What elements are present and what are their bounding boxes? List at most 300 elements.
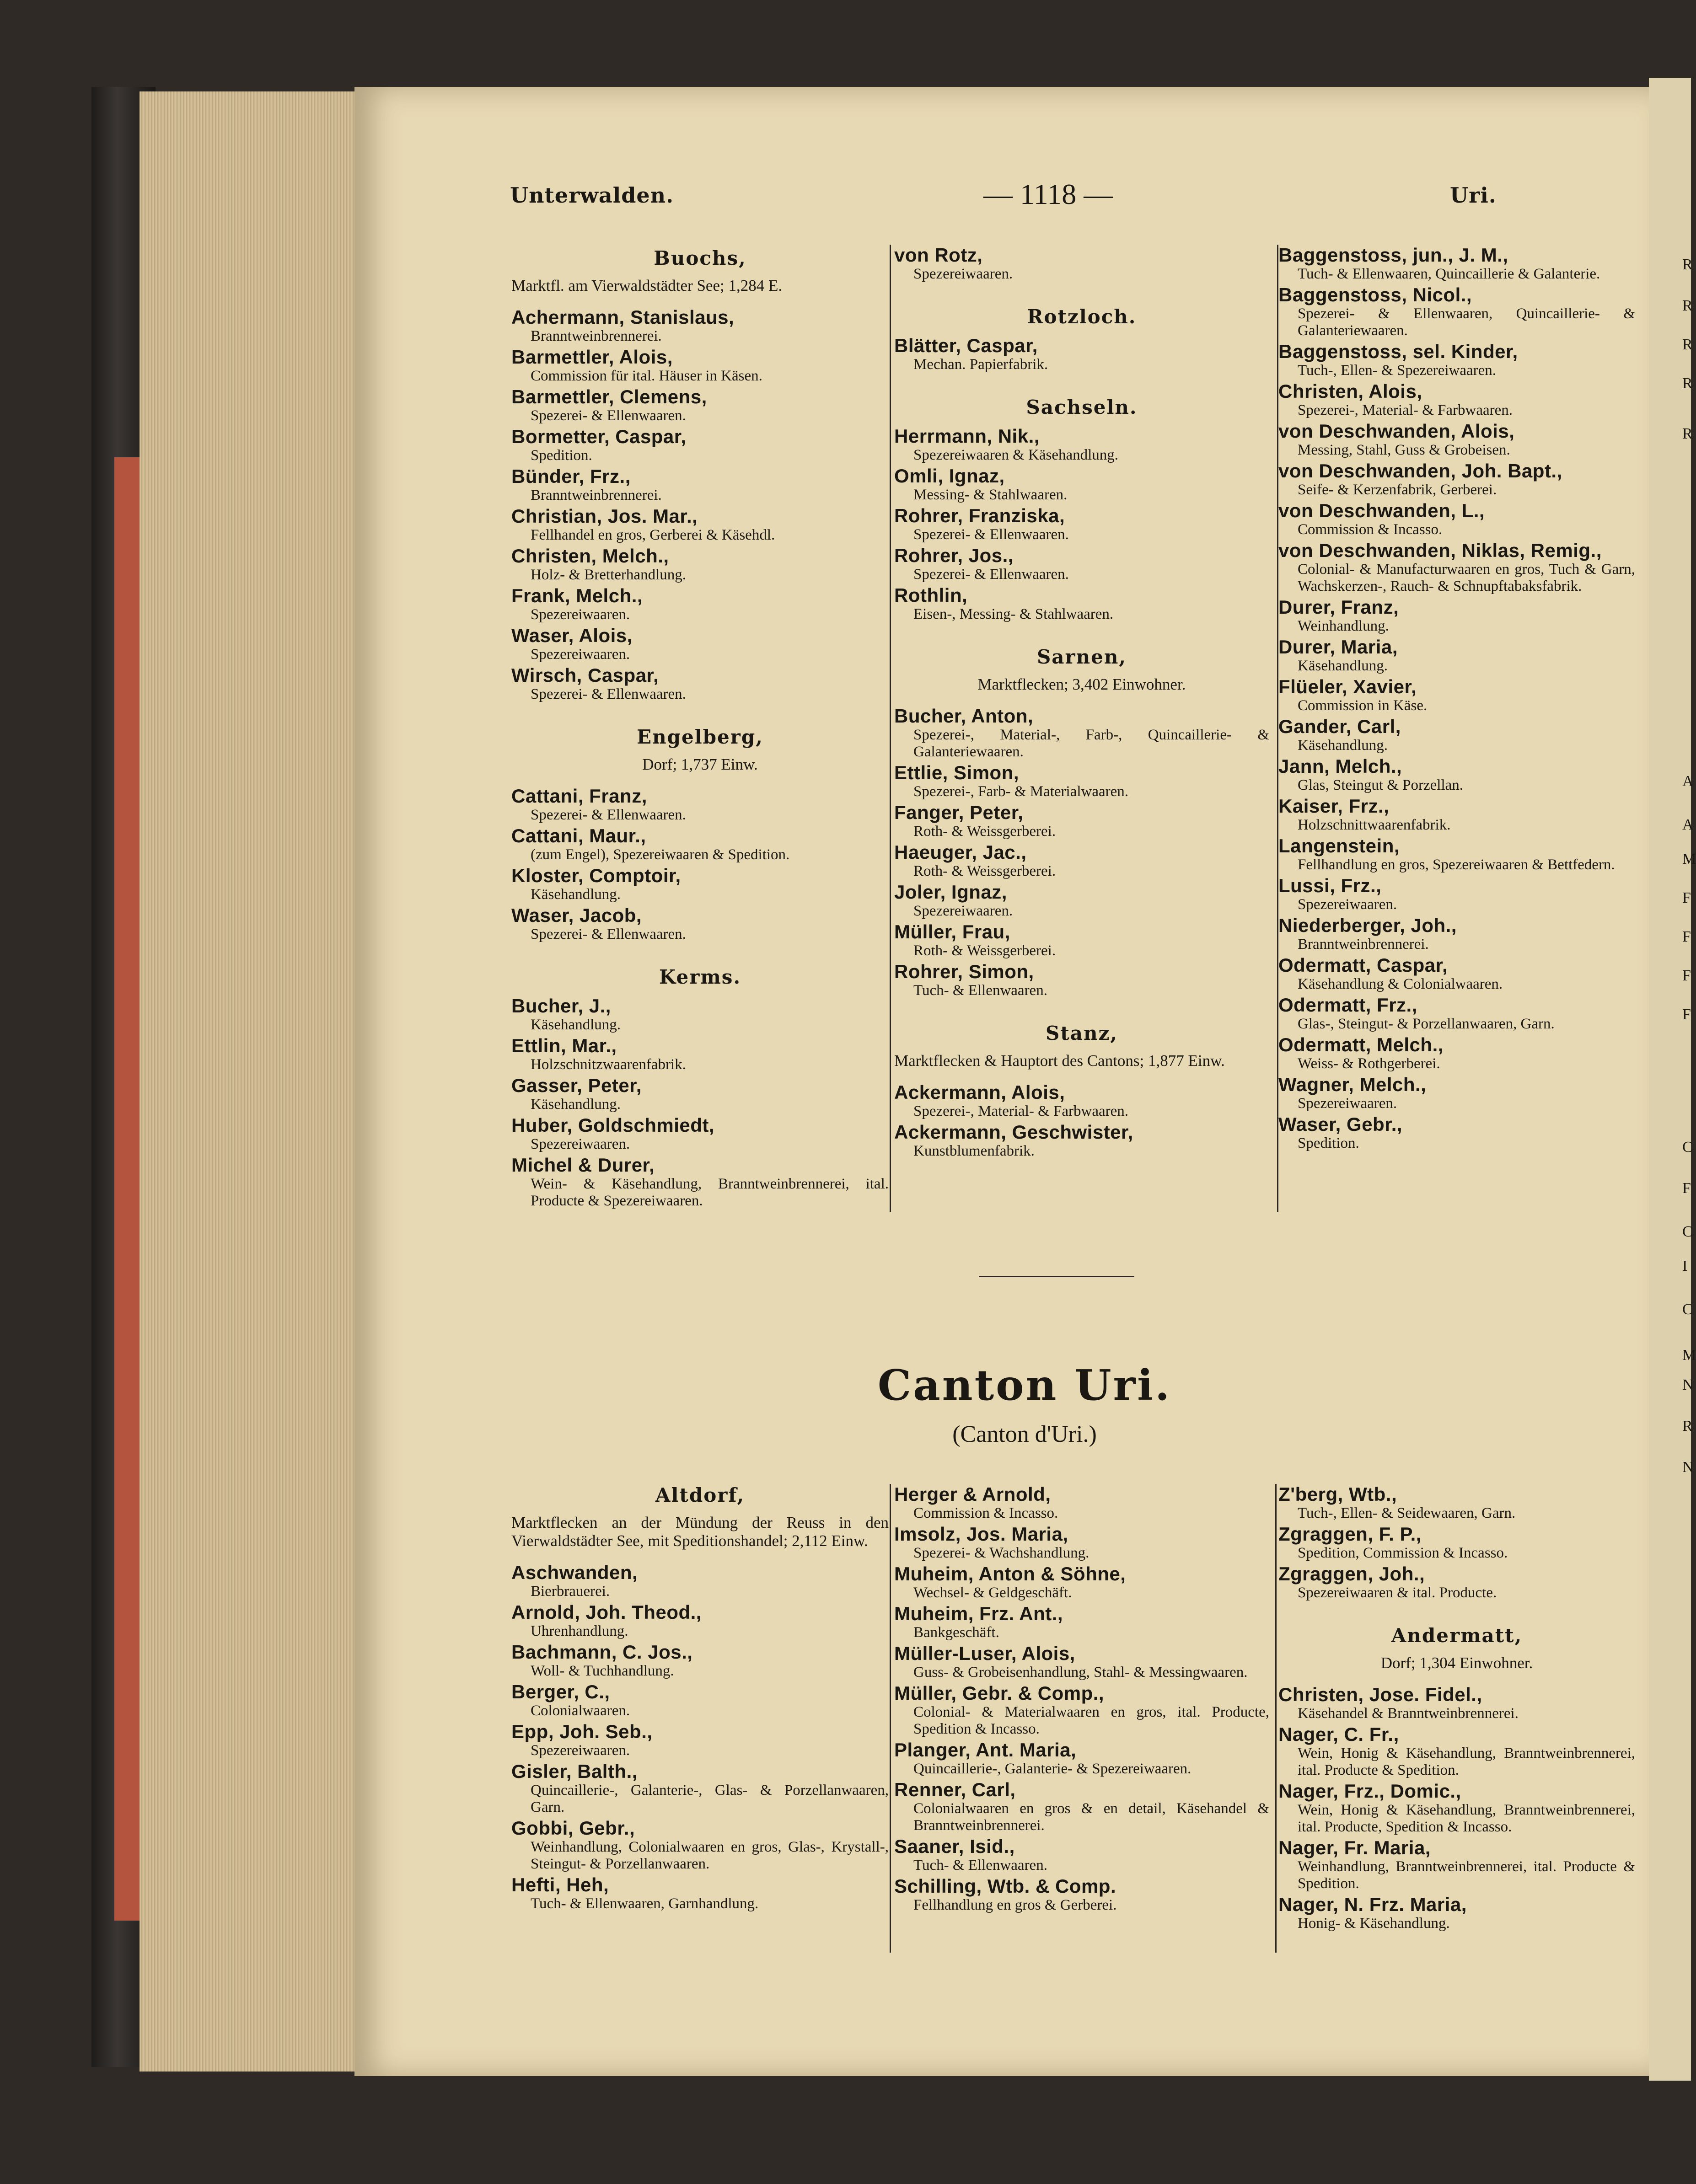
town-info: Marktflecken; 3,402 Einwohner. xyxy=(977,675,1186,693)
directory-entry xyxy=(894,1643,1269,1681)
directory-entry xyxy=(511,825,889,863)
directory-entry xyxy=(1278,500,1635,538)
directory-entry xyxy=(511,426,889,464)
entry-name: Niederberger, Joh., xyxy=(1278,915,1457,936)
entry-description: Branntweinbrennerei. xyxy=(1298,936,1429,953)
entry-name: Müller-Luser, Alois, xyxy=(894,1643,1075,1664)
entry-description: Holzschnitzwaarenfabrik. xyxy=(531,1056,686,1073)
entry-description: Honig- & Käsehandlung. xyxy=(1298,1915,1450,1932)
entry-description: Spezerei-, Material-, Farb-, Quincaillerie- & Galanteriewaaren. xyxy=(913,727,1269,760)
directory-entry xyxy=(894,426,1269,464)
directory-entry xyxy=(1278,284,1635,339)
town-info: Dorf; 1,304 Einwohner. xyxy=(1380,1654,1533,1672)
entry-name: Flüeler, Xavier, xyxy=(1278,676,1417,697)
entry-description: Branntweinbrennerei. xyxy=(531,328,662,344)
town-info: Marktfl. am Vierwaldstädter See; 1,284 E. xyxy=(511,277,783,294)
directory-entry xyxy=(1278,1837,1635,1892)
entry-name: Ettlie, Simon, xyxy=(894,762,1020,783)
entry-name: Bachmann, C. Jos., xyxy=(511,1641,693,1663)
directory-entry xyxy=(1278,915,1635,953)
entry-description: Tuch- & Ellenwaaren, Garnhandlung. xyxy=(531,1895,759,1912)
directory-entry xyxy=(511,1155,889,1210)
directory-entry xyxy=(511,1761,889,1816)
directory-entry xyxy=(1278,1484,1635,1522)
directory-entry xyxy=(511,506,889,544)
directory-entry xyxy=(894,802,1269,840)
entry-description: Commission & Incasso. xyxy=(913,1505,1058,1521)
directory-entry xyxy=(1278,1034,1635,1072)
entry-name: Ackermann, Geschwister, xyxy=(894,1121,1133,1143)
entry-description: Tuch- & Ellenwaaren, Quincaillerie & Galanterie. xyxy=(1298,266,1600,282)
header-left: Unterwalden. xyxy=(510,183,674,208)
directory-entry xyxy=(1278,756,1635,794)
entry-name: Fanger, Peter, xyxy=(894,802,1024,823)
town-info: Dorf; 1,737 Einw. xyxy=(642,755,758,773)
entry-description: Spezereiwaaren & Käsehandlung. xyxy=(913,447,1119,463)
entry-name: Müller, Gebr. & Comp., xyxy=(894,1682,1105,1704)
directory-entry xyxy=(511,786,889,824)
directory-entry xyxy=(894,1082,1269,1120)
entry-description: Weinhandlung. xyxy=(1298,618,1389,634)
entry-description: Glas, Steingut & Porzellan. xyxy=(1298,777,1464,793)
directory-entry xyxy=(1278,381,1635,419)
entry-name: Bucher, J., xyxy=(511,995,611,1017)
entry-name: Bucher, Anton, xyxy=(894,705,1034,727)
bottom-column-1 xyxy=(511,1484,889,1914)
directory-entry xyxy=(1278,540,1635,595)
cropped-letter: C xyxy=(1682,1301,1693,1318)
entry-description: Spezerei- & Ellenwaaren. xyxy=(531,807,686,823)
entry-description: Bierbrauerei. xyxy=(531,1583,610,1600)
entry-name: Waser, Gebr., xyxy=(1278,1113,1403,1135)
cropped-letter: N xyxy=(1682,1376,1694,1393)
entry-name: von Deschwanden, Niklas, Remig., xyxy=(1278,540,1602,561)
directory-entry xyxy=(1278,1894,1635,1932)
entry-description: Seife- & Kerzenfabrik, Gerberei. xyxy=(1298,482,1497,498)
entry-description: Woll- & Tuchhandlung. xyxy=(531,1663,674,1679)
entry-description: Commission in Käse. xyxy=(1298,697,1428,714)
entry-description: Uhrenhandlung. xyxy=(531,1623,628,1639)
cropped-letter: N xyxy=(1682,1459,1694,1476)
directory-entry xyxy=(511,466,889,504)
entry-name: Joler, Ignaz, xyxy=(894,881,1007,903)
entry-description: Bankgeschäft. xyxy=(913,1624,999,1641)
directory-entry xyxy=(1278,1724,1635,1779)
directory-entry xyxy=(1278,460,1635,498)
entry-name: Barmettler, Clemens, xyxy=(511,386,707,407)
entry-description: Colonialwaaren. xyxy=(531,1702,630,1719)
entry-name: Schilling, Wtb. & Comp. xyxy=(894,1875,1116,1897)
entry-name: Gasser, Peter, xyxy=(511,1075,642,1096)
entry-name: Blätter, Caspar, xyxy=(894,335,1038,356)
cropped-letter: A xyxy=(1682,773,1694,790)
entry-name: Odermatt, Melch., xyxy=(1278,1034,1444,1055)
entry-name: Durer, Maria, xyxy=(1278,636,1398,658)
entry-description: Quincaillerie-, Galanterie-, Glas- & Porzellanwaaren, Garn. xyxy=(531,1782,889,1815)
town-heading: Rotzloch. xyxy=(1027,305,1137,328)
directory-entry xyxy=(1278,1524,1635,1562)
directory-entry xyxy=(511,865,889,903)
entry-name: Christian, Jos. Mar., xyxy=(511,505,698,527)
entry-description: Spezereiwaaren & ital. Producte. xyxy=(1298,1584,1497,1601)
entry-name: Christen, Jose. Fidel., xyxy=(1278,1684,1482,1705)
entry-name: Z'berg, Wtb., xyxy=(1278,1483,1397,1505)
directory-entry xyxy=(511,625,889,663)
town-heading: Buochs, xyxy=(654,247,746,269)
top-column-2 xyxy=(894,245,1269,1162)
cropped-letter: F xyxy=(1682,1180,1691,1197)
directory-entry xyxy=(894,1563,1269,1601)
directory-entry xyxy=(511,1602,889,1640)
directory-entry xyxy=(894,961,1269,999)
town-heading: Sachseln. xyxy=(1026,396,1138,418)
cropped-letter: R xyxy=(1682,425,1693,442)
directory-entry xyxy=(511,1642,889,1680)
column-divider xyxy=(890,1484,891,1953)
entry-name: Baggenstoss, sel. Kinder, xyxy=(1278,341,1518,362)
entry-description: Tuch-, Ellen- & Seidewaaren, Garn. xyxy=(1298,1505,1516,1521)
directory-entry xyxy=(1278,1114,1635,1152)
entry-name: Nager, C. Fr., xyxy=(1278,1724,1399,1745)
entry-name: Durer, Franz, xyxy=(1278,596,1399,618)
cropped-letter: R xyxy=(1682,1418,1693,1435)
entry-name: Zgraggen, Joh., xyxy=(1278,1563,1425,1584)
entry-description: Weinhandlung, Colonialwaaren en gros, Glas-, Krystall-, Steingut- & Porzellanwaaren. xyxy=(531,1839,889,1872)
cropped-letter: M xyxy=(1682,851,1696,867)
entry-description: Tuch- & Ellenwaaren. xyxy=(913,982,1047,999)
entry-name: Berger, C., xyxy=(511,1681,610,1702)
entry-name: Gander, Carl, xyxy=(1278,716,1401,737)
directory-entry xyxy=(511,585,889,623)
directory-entry xyxy=(1278,955,1635,993)
entry-name: Cattani, Maur., xyxy=(511,825,646,846)
page-stack-edge xyxy=(140,91,359,2072)
canton-subtitle: (Canton d'Uri.) xyxy=(952,1421,1097,1447)
book-binding-red-cloth xyxy=(114,457,142,1921)
entry-description: Tuch- & Ellenwaaren. xyxy=(913,1857,1047,1874)
entry-description: Spezerei-, Farb- & Materialwaaren. xyxy=(913,783,1129,800)
town-info: Marktflecken an der Mündung der Reuss in den Vierwaldstädter See, mit Speditionshandel; 2,112 Einw. xyxy=(511,1514,889,1550)
entry-description: Käsehandlung & Colonialwaaren. xyxy=(1298,976,1503,992)
canton-title-block xyxy=(640,1360,1409,1448)
entry-description: Fellhandlung en gros, Spezereiwaaren & Bettfedern. xyxy=(1298,856,1615,873)
entry-name: Nager, Fr. Maria, xyxy=(1278,1837,1431,1858)
entry-name: Ackermann, Alois, xyxy=(894,1081,1065,1103)
entry-description: Spezerei-, Material- & Farbwaaren. xyxy=(1298,402,1513,418)
entry-description: Spezerei- & Ellenwaaren. xyxy=(531,407,686,424)
entry-name: Christen, Melch., xyxy=(511,545,669,567)
directory-entry xyxy=(1278,1781,1635,1836)
entry-description: Käsehandlung. xyxy=(1298,737,1388,754)
entry-description: Spezereiwaaren. xyxy=(531,646,630,663)
directory-entry xyxy=(894,545,1269,583)
entry-name: Gobbi, Gebr., xyxy=(511,1817,635,1839)
directory-entry xyxy=(1278,995,1635,1033)
entry-name: Wirsch, Caspar, xyxy=(511,664,659,686)
entry-description: Colonial- & Manufacturwaaren en gros, Tuch & Garn, Wachskerzen-, Rauch- & Schnupftabaksfabrik. xyxy=(1298,561,1635,594)
entry-name: Rohrer, Simon, xyxy=(894,961,1034,982)
directory-entry xyxy=(511,546,889,583)
entry-description: Spezereiwaaren. xyxy=(1298,896,1397,913)
column-divider xyxy=(890,245,891,1212)
canton-title: Canton Uri. xyxy=(877,1360,1172,1410)
directory-entry xyxy=(894,921,1269,959)
directory-entry xyxy=(1278,245,1635,283)
directory-entry xyxy=(511,1035,889,1073)
directory-entry xyxy=(894,585,1269,623)
entry-description: Käsehandel & Branntweinbrennerei. xyxy=(1298,1705,1519,1722)
directory-entry xyxy=(511,996,889,1033)
entry-description: Spezerei- & Ellenwaaren. xyxy=(913,526,1069,543)
directory-entry xyxy=(511,905,889,943)
entry-name: Waser, Jacob, xyxy=(511,905,642,926)
directory-entry xyxy=(1278,676,1635,714)
entry-name: Herger & Arnold, xyxy=(894,1483,1051,1505)
entry-name: Nager, N. Frz. Maria, xyxy=(1278,1894,1467,1915)
directory-entry xyxy=(1278,835,1635,873)
entry-description: Spezerei- & Ellenwaaren. xyxy=(913,566,1069,583)
directory-entry xyxy=(894,706,1269,760)
directory-entry xyxy=(1278,875,1635,913)
entry-description: Messing- & Stahlwaaren. xyxy=(913,487,1068,503)
entry-description: Spezerei- & Ellenwaaren. xyxy=(531,686,686,702)
entry-description: Spedition. xyxy=(531,447,592,464)
entry-description: Wein, Honig & Käsehandlung, Branntweinbrennerei, ital. Producte & Spedition. xyxy=(1298,1745,1635,1778)
entry-name: Lussi, Frz., xyxy=(1278,875,1382,896)
entry-description: Spezereiwaaren. xyxy=(531,1742,630,1759)
entry-name: Cattani, Franz, xyxy=(511,785,647,807)
entry-description: Fellhandel en gros, Gerberei & Käsehdl. xyxy=(531,527,775,543)
directory-entry xyxy=(1278,716,1635,754)
directory-entry xyxy=(1278,341,1635,379)
entry-description: Messing, Stahl, Guss & Grobeisen. xyxy=(1298,442,1510,458)
entry-description: Spezereiwaaren. xyxy=(913,903,1013,919)
entry-name: Bormetter, Caspar, xyxy=(511,426,687,447)
top-column-1 xyxy=(511,247,889,1211)
entry-name: Baggenstoss, jun., J. M., xyxy=(1278,244,1508,266)
entry-description: Glas-, Steingut- & Porzellanwaaren, Garn. xyxy=(1298,1016,1555,1032)
entry-description: Spezereiwaaren. xyxy=(1298,1095,1397,1112)
directory-entry xyxy=(1278,421,1635,459)
entry-description: Weiss- & Rothgerberei. xyxy=(1298,1055,1440,1072)
cropped-letter: F xyxy=(1682,889,1691,906)
directory-entry xyxy=(894,1876,1269,1914)
cropped-letter: R xyxy=(1682,256,1693,273)
entry-name: Zgraggen, F. P., xyxy=(1278,1523,1422,1545)
town-heading: Kerms. xyxy=(659,966,741,988)
section-rule xyxy=(979,1276,1134,1277)
entry-description: Wein, Honig & Käsehandlung, Branntweinbrennerei, ital. Producte, Spedition & Incasso. xyxy=(1298,1802,1635,1835)
directory-entry xyxy=(1278,796,1635,834)
entry-name: Haeuger, Jac., xyxy=(894,841,1027,863)
entry-name: Ettlin, Mar., xyxy=(511,1035,617,1056)
entry-name: Planger, Ant. Maria, xyxy=(894,1739,1077,1761)
page-number: — 1118 — xyxy=(983,178,1113,210)
entry-description: Spezereiwaaren. xyxy=(531,1136,630,1152)
directory-entry xyxy=(511,386,889,424)
entry-description: Käsehandlung. xyxy=(531,886,621,903)
entry-description: Käsehandlung. xyxy=(531,1017,621,1033)
entry-name: Renner, Carl, xyxy=(894,1779,1016,1800)
bottom-column-2 xyxy=(894,1484,1269,1916)
directory-entry xyxy=(894,505,1269,543)
entry-name: von Deschwanden, Joh. Bapt., xyxy=(1278,460,1562,482)
cropped-letter: I xyxy=(1682,1258,1688,1274)
entry-description: Roth- & Weissgerberei. xyxy=(913,863,1056,879)
entry-description: Eisen-, Messing- & Stahlwaaren. xyxy=(913,606,1114,622)
entry-description: Holz- & Bretterhandlung. xyxy=(531,567,686,583)
entry-name: Kloster, Comptoir, xyxy=(511,865,681,886)
cropped-letter: R xyxy=(1682,297,1693,314)
directory-entry xyxy=(1278,1684,1635,1722)
entry-description: (zum Engel), Spezereiwaaren & Spedition. xyxy=(531,846,790,863)
directory-entry xyxy=(511,307,889,345)
entry-name: Langenstein, xyxy=(1278,835,1400,856)
entry-description: Tuch-, Ellen- & Spezereiwaaren. xyxy=(1298,362,1497,379)
entry-name: Bünder, Frz., xyxy=(511,466,631,487)
entry-description: Spezerei- & Ellenwaaren, Quincaillerie- & Galanteriewaaren. xyxy=(1298,305,1635,339)
directory-entry xyxy=(894,466,1269,503)
entry-description: Käsehandlung. xyxy=(1298,658,1388,674)
entry-name: Wagner, Melch., xyxy=(1278,1074,1427,1095)
directory-entry xyxy=(894,1603,1269,1641)
directory-entry xyxy=(894,1524,1269,1562)
entry-description: Käsehandlung. xyxy=(531,1096,621,1113)
entry-name: Frank, Melch., xyxy=(511,585,643,606)
directory-entry xyxy=(894,762,1269,800)
entry-name: von Deschwanden, L., xyxy=(1278,500,1485,521)
directory-entry xyxy=(894,1484,1269,1522)
entry-name: Imsolz, Jos. Maria, xyxy=(894,1523,1068,1545)
entry-description: Colonial- & Materialwaaren en gros, ital. Producte, Spedition & Incasso. xyxy=(913,1704,1269,1737)
directory-entry xyxy=(894,1122,1269,1160)
directory-entry xyxy=(894,882,1269,920)
entry-name: Rohrer, Franziska, xyxy=(894,505,1065,526)
entry-description: Commission & Incasso. xyxy=(1298,521,1443,538)
entry-name: Achermann, Stanislaus, xyxy=(511,306,735,328)
header-right: Uri. xyxy=(1450,183,1497,208)
entry-name: von Deschwanden, Alois, xyxy=(1278,420,1515,442)
directory-entry xyxy=(1278,597,1635,635)
entry-name: Hefti, Heh, xyxy=(511,1874,609,1895)
town-heading: Sarnen, xyxy=(1036,646,1127,668)
directory-entry xyxy=(511,1681,889,1719)
entry-description: Guss- & Grobeisenhandlung, Stahl- & Messingwaaren. xyxy=(913,1664,1248,1681)
entry-name: Omli, Ignaz, xyxy=(894,465,1005,487)
column-divider xyxy=(1275,1484,1277,1953)
directory-entry xyxy=(511,665,889,703)
entry-name: Michel & Durer, xyxy=(511,1154,655,1176)
top-column-3 xyxy=(1278,245,1635,1154)
entry-description: Mechan. Papierfabrik. xyxy=(913,356,1048,373)
cropped-letter: R xyxy=(1682,375,1693,392)
entry-description: Spezerei- & Wachshandlung. xyxy=(913,1545,1090,1561)
cropped-letter: F xyxy=(1682,967,1691,984)
directory-entry xyxy=(511,1818,889,1873)
entry-name: Odermatt, Frz., xyxy=(1278,994,1417,1016)
town-info: Marktflecken & Hauptort des Cantons; 1,877 Einw. xyxy=(894,1052,1225,1070)
cropped-letter: R xyxy=(1682,336,1693,353)
entry-name: Rothlin, xyxy=(894,584,968,606)
directory-entry xyxy=(511,1115,889,1153)
entry-name: Rohrer, Jos., xyxy=(894,545,1014,566)
entry-name: Odermatt, Caspar, xyxy=(1278,954,1448,976)
entry-description: Weinhandlung, Branntweinbrennerei, ital. Producte & Spedition. xyxy=(1298,1858,1635,1892)
bottom-column-3 xyxy=(1278,1484,1635,1934)
entry-description: Kunstblumenfabrik. xyxy=(913,1143,1035,1159)
entry-name: Baggenstoss, Nicol., xyxy=(1278,284,1472,305)
directory-entry xyxy=(894,245,1269,283)
entry-name: Waser, Alois, xyxy=(511,625,633,646)
entry-name: Gisler, Balth., xyxy=(511,1761,638,1782)
entry-name: Nager, Frz., Domic., xyxy=(1278,1780,1461,1802)
entry-name: Muheim, Frz. Ant., xyxy=(894,1603,1063,1624)
entry-name: Huber, Goldschmiedt, xyxy=(511,1114,715,1136)
directory-entry xyxy=(1278,1074,1635,1112)
town-heading: Andermatt, xyxy=(1391,1624,1523,1647)
entry-name: Jann, Melch., xyxy=(1278,755,1402,777)
cropped-letter: M xyxy=(1682,1347,1696,1364)
cropped-letter: C xyxy=(1682,1223,1693,1240)
entry-name: Epp, Joh. Seb., xyxy=(511,1721,653,1742)
entry-name: Kaiser, Frz., xyxy=(1278,795,1390,817)
town-heading: Stanz, xyxy=(1046,1022,1118,1044)
directory-entry xyxy=(511,1874,889,1912)
town-heading: Engelberg, xyxy=(637,726,763,748)
entry-description: Holzschnittwaarenfabrik. xyxy=(1298,817,1451,833)
directory-entry xyxy=(511,1562,889,1600)
directory-entry xyxy=(511,1721,889,1759)
directory-entry xyxy=(894,842,1269,880)
entry-name: Saaner, Isid., xyxy=(894,1836,1015,1857)
entry-name: von Rotz, xyxy=(894,244,983,266)
entry-description: Branntweinbrennerei. xyxy=(531,487,662,503)
entry-description: Spedition, Commission & Incasso. xyxy=(1298,1545,1508,1561)
entry-description: Quincaillerie-, Galanterie- & Spezereiwaaren. xyxy=(913,1761,1191,1777)
cropped-letter: A xyxy=(1682,816,1694,833)
cropped-letter: F xyxy=(1682,1006,1691,1023)
entry-name: Aschwanden, xyxy=(511,1562,638,1583)
entry-name: Christen, Alois, xyxy=(1278,380,1422,402)
entry-name: Barmettler, Alois, xyxy=(511,346,673,368)
entry-description: Colonialwaaren en gros & en detail, Käsehandel & Branntweinbrennerei. xyxy=(913,1800,1269,1834)
entry-description: Spezereiwaaren. xyxy=(531,606,630,623)
town-heading: Altdorf, xyxy=(655,1484,745,1506)
entry-name: Muheim, Anton & Söhne, xyxy=(894,1563,1126,1584)
directory-entry xyxy=(894,1836,1269,1874)
cropped-letter: F xyxy=(1682,928,1691,945)
directory-entry xyxy=(1278,637,1635,674)
directory-entry xyxy=(894,1683,1269,1738)
directory-entry xyxy=(894,1740,1269,1777)
entry-description: Roth- & Weissgerberei. xyxy=(913,942,1056,959)
entry-description: Spedition. xyxy=(1298,1135,1359,1151)
cropped-letter: C xyxy=(1682,1139,1693,1156)
entry-name: Müller, Frau, xyxy=(894,921,1010,942)
entry-description: Spezerei-, Material- & Farbwaaren. xyxy=(913,1103,1129,1119)
directory-entry xyxy=(1278,1563,1635,1601)
directory-entry xyxy=(511,1075,889,1113)
entry-description: Roth- & Weissgerberei. xyxy=(913,823,1056,840)
entry-description: Spezereiwaaren. xyxy=(913,266,1013,282)
entry-description: Spezerei- & Ellenwaaren. xyxy=(531,926,686,942)
directory-entry xyxy=(894,335,1269,373)
entry-name: Herrmann, Nik., xyxy=(894,425,1040,447)
entry-description: Commission für ital. Häuser in Käsen. xyxy=(531,368,762,384)
entry-description: Wechsel- & Geldgeschäft. xyxy=(913,1584,1072,1601)
entry-name: Arnold, Joh. Theod., xyxy=(511,1601,702,1623)
entry-description: Fellhandlung en gros & Gerberei. xyxy=(913,1897,1117,1913)
